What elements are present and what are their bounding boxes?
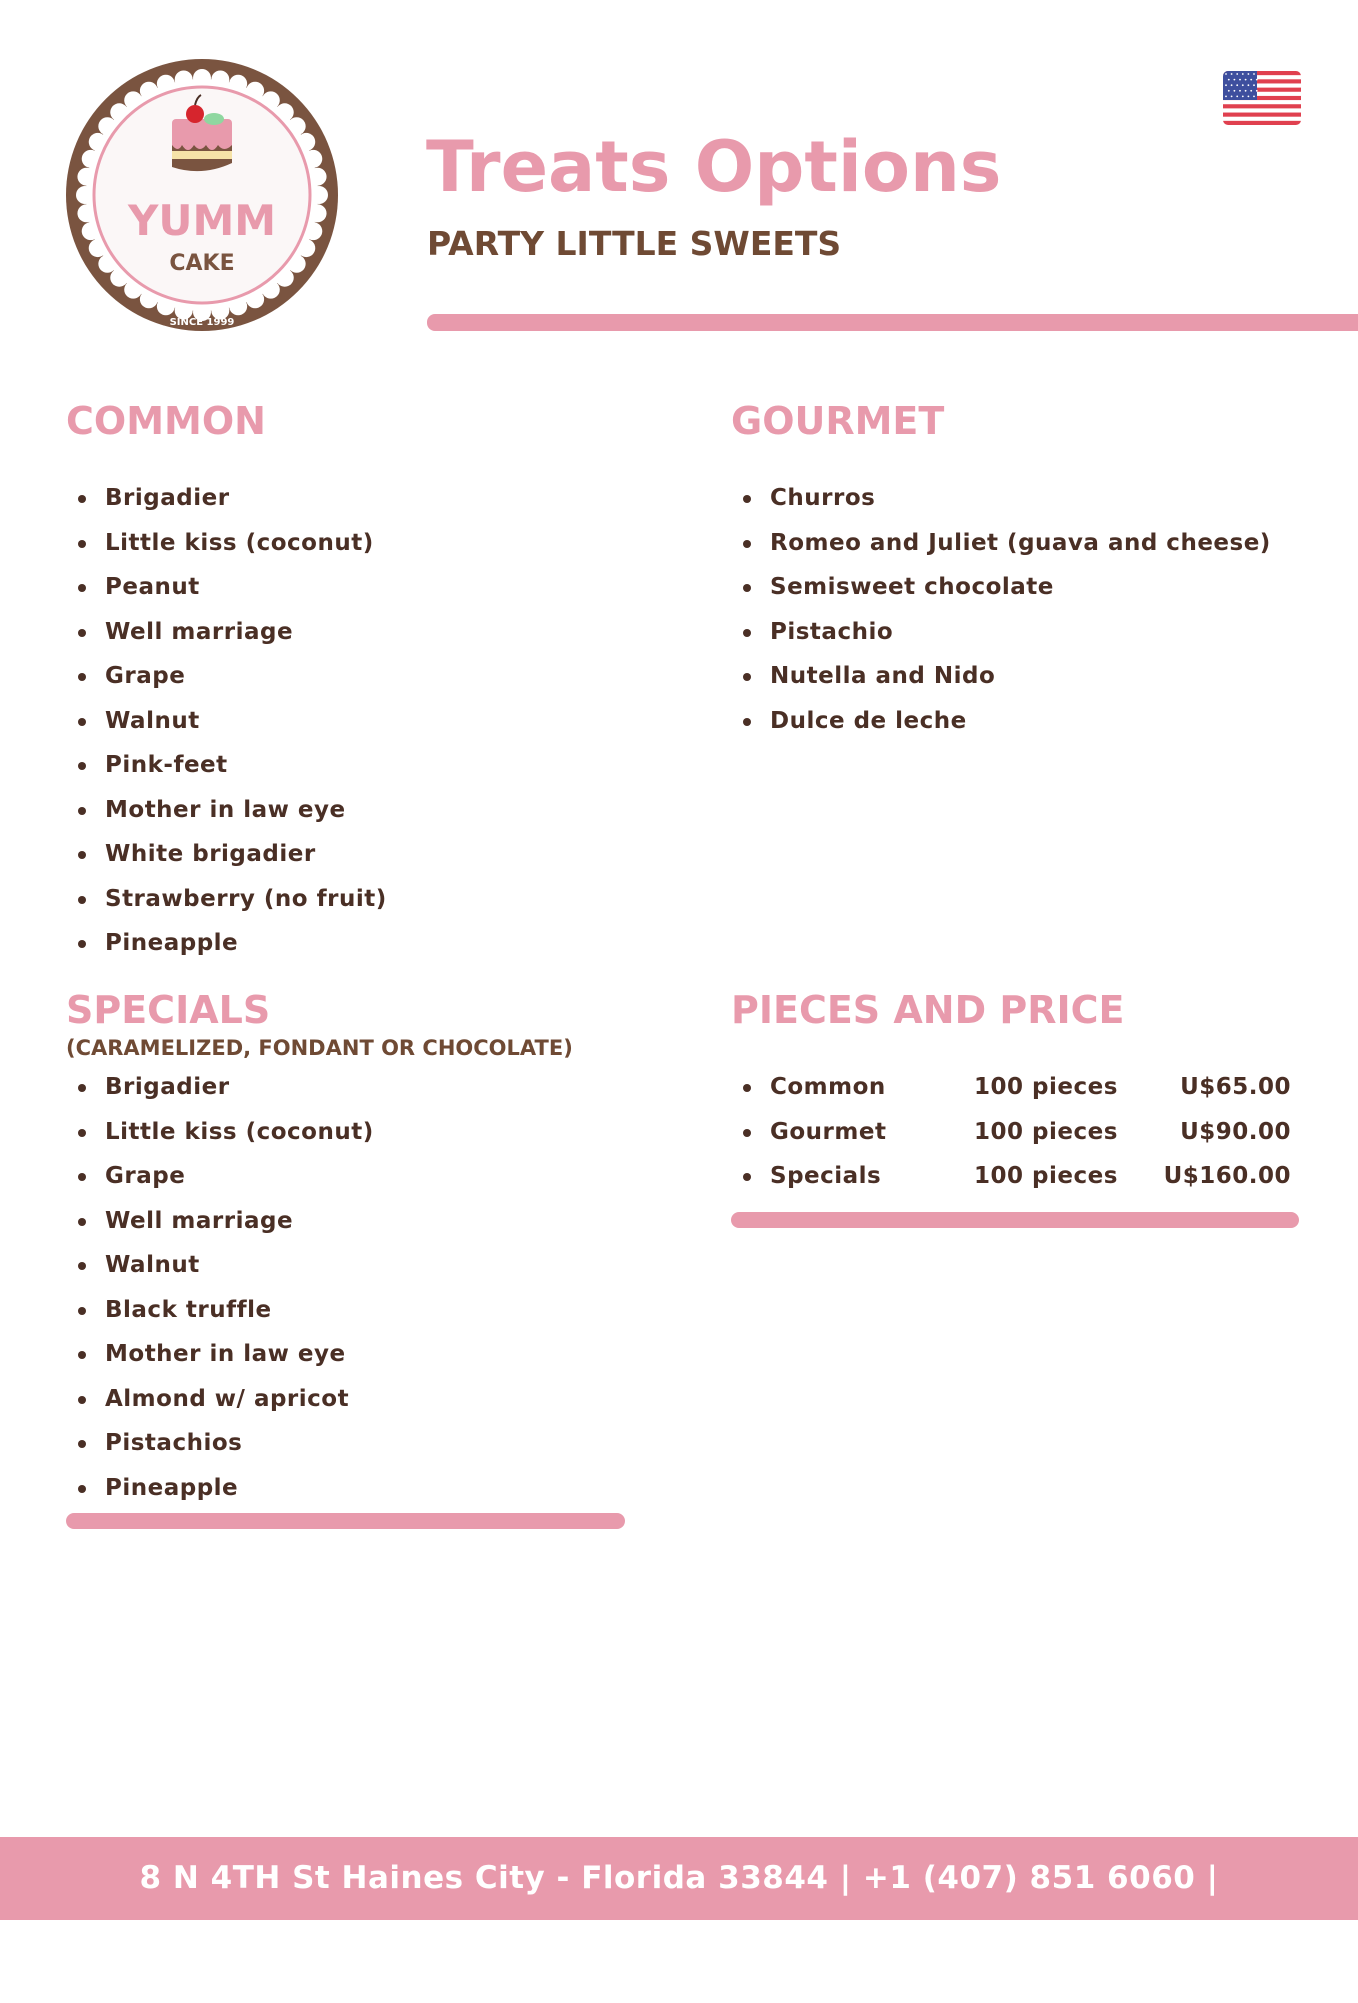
bullet: [743, 1173, 751, 1181]
list-item: Romeo and Juliet (guava and cheese): [731, 521, 1271, 566]
list-item: Brigadier: [66, 1065, 374, 1110]
list-item: Well marriage: [66, 610, 387, 655]
specials-subheading: (CARAMELIZED, FONDANT OR CHOCOLATE): [66, 1036, 573, 1060]
price-row: [735, 1154, 1295, 1199]
footer: [0, 1837, 1358, 1979]
price-row: [735, 1065, 1295, 1110]
footer-contact: 8 N 4TH St Haines City - Florida 33844 | +1 (407) 851 6060 | yummcake.com: [139, 1860, 1219, 1979]
list-item: Churros: [731, 476, 1271, 521]
price-row: [735, 1110, 1295, 1155]
list-item: Semisweet chocolate: [731, 565, 1271, 610]
list-item: Dulce de leche: [731, 699, 1271, 744]
list-item: White brigadier: [66, 832, 387, 877]
list-item: Pink-feet: [66, 743, 387, 788]
us-flag-icon: [1223, 71, 1301, 125]
list-item: Almond w/ apricot: [66, 1377, 374, 1422]
list-item: Mother in law eye: [66, 1332, 374, 1377]
common-heading: COMMON: [66, 399, 266, 443]
list-item: Pineapple: [66, 921, 387, 966]
price-row-name: Specials: [770, 1163, 882, 1189]
list-item: Walnut: [66, 1243, 374, 1288]
list-item: Pistachio: [731, 610, 1271, 655]
specials-list: [66, 1065, 374, 1510]
gourmet-list: [731, 476, 1271, 743]
gourmet-heading: GOURMET: [731, 399, 945, 443]
price-row-name: Gourmet: [770, 1118, 887, 1145]
list-item: Mother in law eye: [66, 788, 387, 833]
list-item: Well marriage: [66, 1199, 374, 1244]
svg-text:CAKE: CAKE: [169, 251, 235, 276]
bullet: [743, 1129, 751, 1137]
list-item: Little kiss (coconut): [66, 1110, 374, 1155]
page-title: Treats Options: [426, 126, 1002, 208]
price-row-price: U$90.00: [1180, 1118, 1291, 1145]
common-list: [66, 476, 387, 966]
pricing-divider: [731, 1212, 1299, 1228]
list-item: Grape: [66, 1154, 374, 1199]
price-row-pieces: 100 pieces: [974, 1118, 1118, 1145]
price-row-price: U$160.00: [1163, 1163, 1291, 1189]
price-row-pieces: 100 pieces: [974, 1074, 1118, 1100]
pricing-heading: PIECES AND PRICE: [731, 988, 1125, 1032]
list-item: Brigadier: [66, 476, 387, 521]
yumm-cake-logo: [66, 59, 338, 331]
specials-heading: SPECIALS: [66, 988, 271, 1032]
svg-text:YUMM: YUMM: [127, 196, 277, 245]
list-item: Little kiss (coconut): [66, 521, 387, 566]
header-divider: [427, 314, 1358, 331]
list-item: Pineapple: [66, 1466, 374, 1511]
price-row-pieces: 100 pieces: [974, 1163, 1118, 1189]
list-item: Grape: [66, 654, 387, 699]
list-item: Pistachios: [66, 1421, 374, 1466]
list-item: Peanut: [66, 565, 387, 610]
page-subtitle: PARTY LITTLE SWEETS: [427, 224, 842, 263]
list-item: Walnut: [66, 699, 387, 744]
list-item: Strawberry (no fruit): [66, 877, 387, 922]
specials-divider: [66, 1513, 625, 1529]
list-item: Nutella and Nido: [731, 654, 1271, 699]
svg-text:SINCE 1999: SINCE 1999: [169, 317, 235, 328]
price-row-name: Common: [770, 1074, 886, 1100]
bullet: [743, 1084, 751, 1092]
price-row-price: U$65.00: [1180, 1074, 1291, 1100]
list-item: Black truffle: [66, 1288, 374, 1333]
